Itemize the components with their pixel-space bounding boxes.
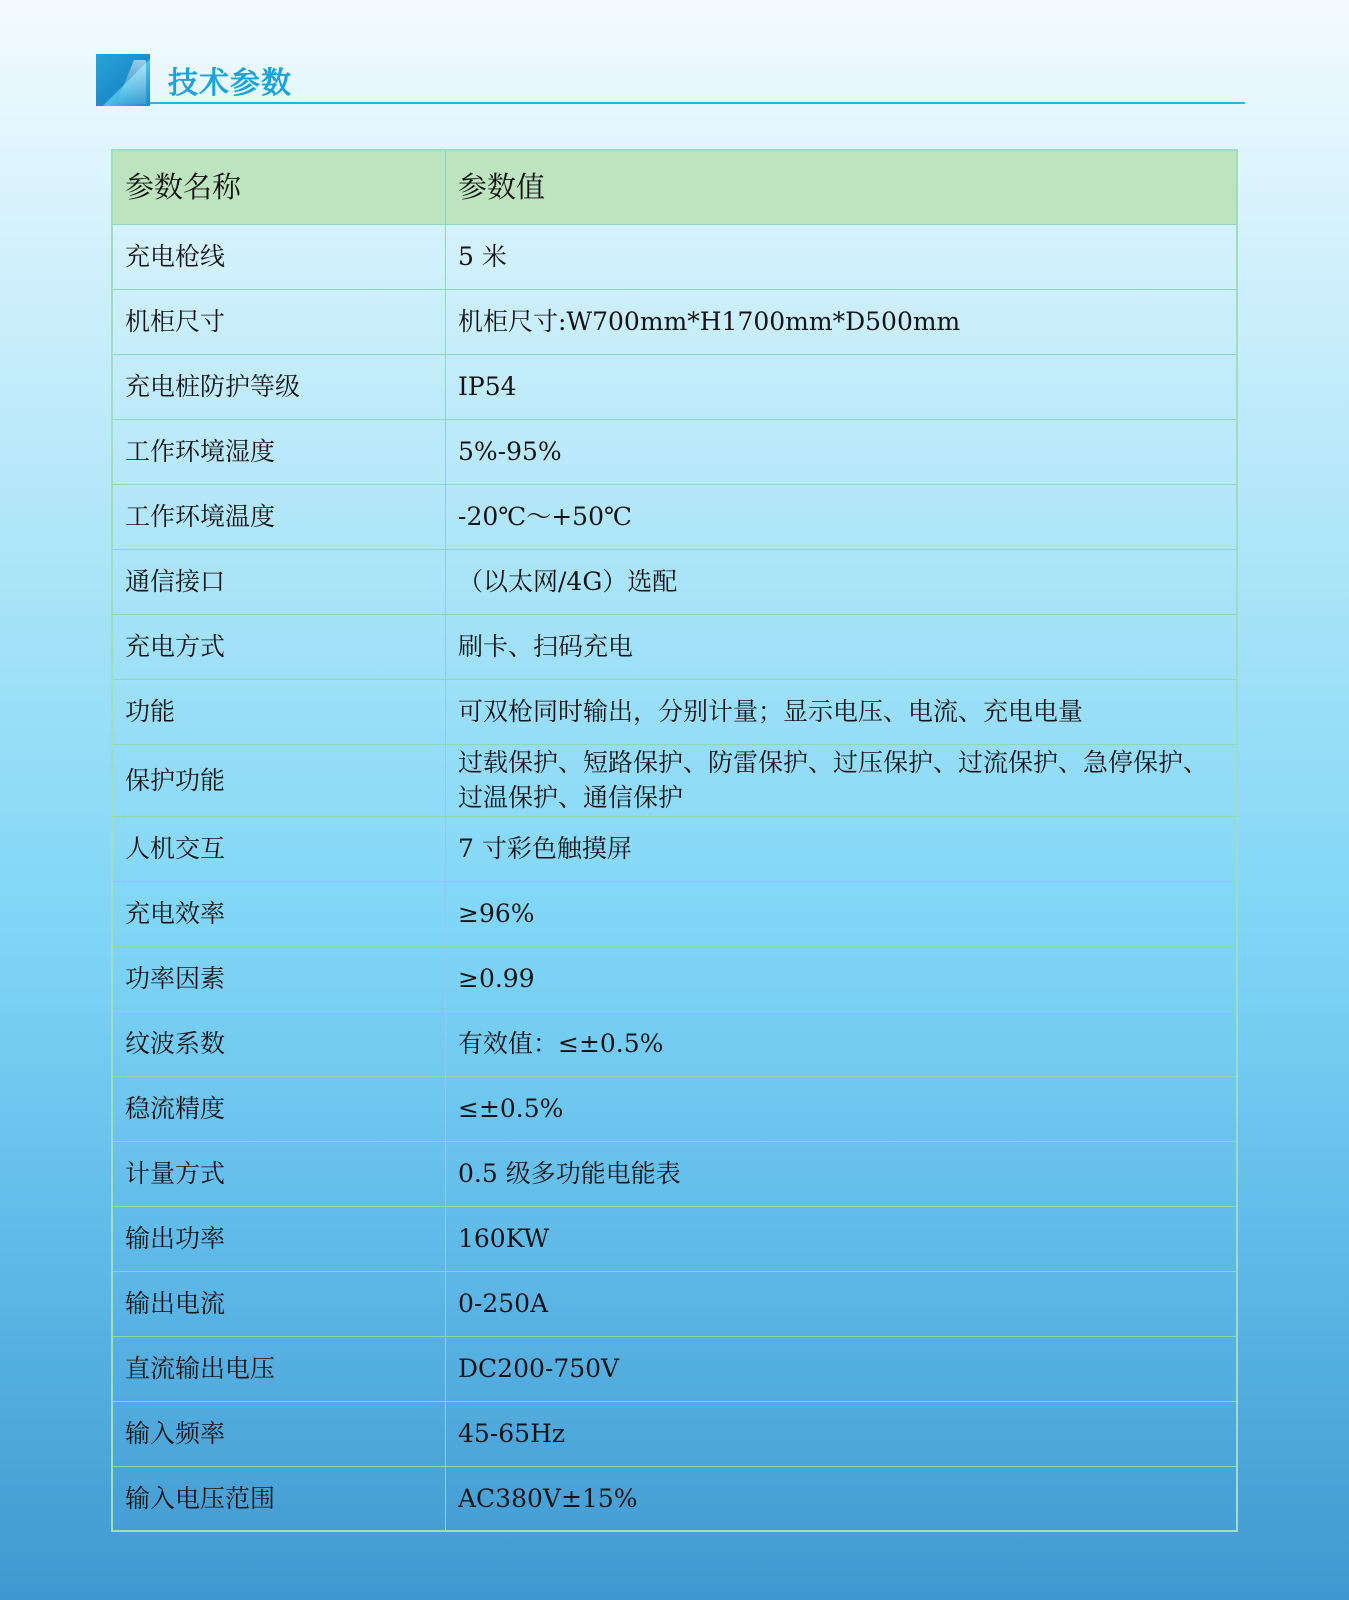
param-name-cell: 保护功能 — [112, 744, 446, 816]
param-value-cell: 0-250A — [446, 1271, 1238, 1336]
param-value-cell: ≥0.99 — [446, 946, 1238, 1011]
param-name-cell: 功能 — [112, 679, 446, 744]
section-title: 技术参数 — [168, 66, 292, 101]
param-name-cell: 工作环境温度 — [112, 484, 446, 549]
param-value-cell: （以太网/4G）选配 — [446, 549, 1238, 614]
param-value-cell: IP54 — [446, 354, 1238, 419]
param-value-cell: 刷卡、扫码充电 — [446, 614, 1238, 679]
param-value-cell: 过载保护、短路保护、防雷保护、过压保护、过流保护、急停保护、过温保护、通信保护 — [446, 744, 1238, 816]
param-value-cell: 有效值：≤±0.5% — [446, 1011, 1238, 1076]
param-value-cell: 45-65Hz — [446, 1401, 1238, 1466]
param-name-cell: 输入电压范围 — [112, 1466, 446, 1531]
param-value-cell: 7 寸彩色触摸屏 — [446, 816, 1238, 881]
param-value-cell: 5 米 — [446, 224, 1238, 289]
param-name-cell: 充电枪线 — [112, 224, 446, 289]
param-value-cell: 机柜尺寸:W700mm*H1700mm*D500mm — [446, 289, 1238, 354]
column-header-name: 参数名称 — [112, 150, 446, 224]
table-row — [112, 549, 1237, 614]
param-name-cell: 机柜尺寸 — [112, 289, 446, 354]
param-name-cell: 充电效率 — [112, 881, 446, 946]
column-header-value: 参数值 — [446, 150, 1238, 224]
table-row — [112, 1466, 1237, 1531]
param-name-cell: 充电桩防护等级 — [112, 354, 446, 419]
param-value-cell: AC380V±15% — [446, 1466, 1238, 1531]
table-row — [112, 1076, 1237, 1141]
spec-table-container — [111, 149, 1238, 1532]
table-row — [112, 614, 1237, 679]
param-value-cell: 可双枪同时输出，分别计量；显示电压、电流、充电电量 — [446, 679, 1238, 744]
spec-table — [111, 149, 1238, 1532]
table-row — [112, 1011, 1237, 1076]
section-header — [96, 52, 1245, 108]
param-name-cell: 计量方式 — [112, 1141, 446, 1206]
table-row — [112, 289, 1237, 354]
table-row — [112, 224, 1237, 289]
table-row — [112, 881, 1237, 946]
table-row — [112, 946, 1237, 1011]
table-row — [112, 1206, 1237, 1271]
param-name-cell: 工作环境湿度 — [112, 419, 446, 484]
param-name-cell: 直流输出电压 — [112, 1336, 446, 1401]
param-name-cell: 人机交互 — [112, 816, 446, 881]
param-name-cell: 功率因素 — [112, 946, 446, 1011]
section-marker-icon — [96, 54, 150, 106]
param-value-cell: 5%-95% — [446, 419, 1238, 484]
table-row — [112, 1401, 1237, 1466]
table-row — [112, 1141, 1237, 1206]
param-name-cell: 输出电流 — [112, 1271, 446, 1336]
param-name-cell: 输出功率 — [112, 1206, 446, 1271]
param-name-cell: 充电方式 — [112, 614, 446, 679]
param-value-cell: 0.5 级多功能电能表 — [446, 1141, 1238, 1206]
table-row — [112, 419, 1237, 484]
param-value-cell: ≤±0.5% — [446, 1076, 1238, 1141]
table-row — [112, 744, 1237, 816]
param-name-cell: 通信接口 — [112, 549, 446, 614]
param-value-cell: 160KW — [446, 1206, 1238, 1271]
param-value-cell: -20℃～+50℃ — [446, 484, 1238, 549]
table-row — [112, 484, 1237, 549]
param-name-cell: 稳流精度 — [112, 1076, 446, 1141]
table-header-row — [112, 150, 1237, 224]
param-value-cell: ≥96% — [446, 881, 1238, 946]
param-name-cell: 纹波系数 — [112, 1011, 446, 1076]
param-value-cell: DC200-750V — [446, 1336, 1238, 1401]
table-row — [112, 816, 1237, 881]
table-row — [112, 1271, 1237, 1336]
param-name-cell: 输入频率 — [112, 1401, 446, 1466]
table-row — [112, 354, 1237, 419]
table-row — [112, 1336, 1237, 1401]
table-row — [112, 679, 1237, 744]
header-divider — [150, 102, 1245, 104]
